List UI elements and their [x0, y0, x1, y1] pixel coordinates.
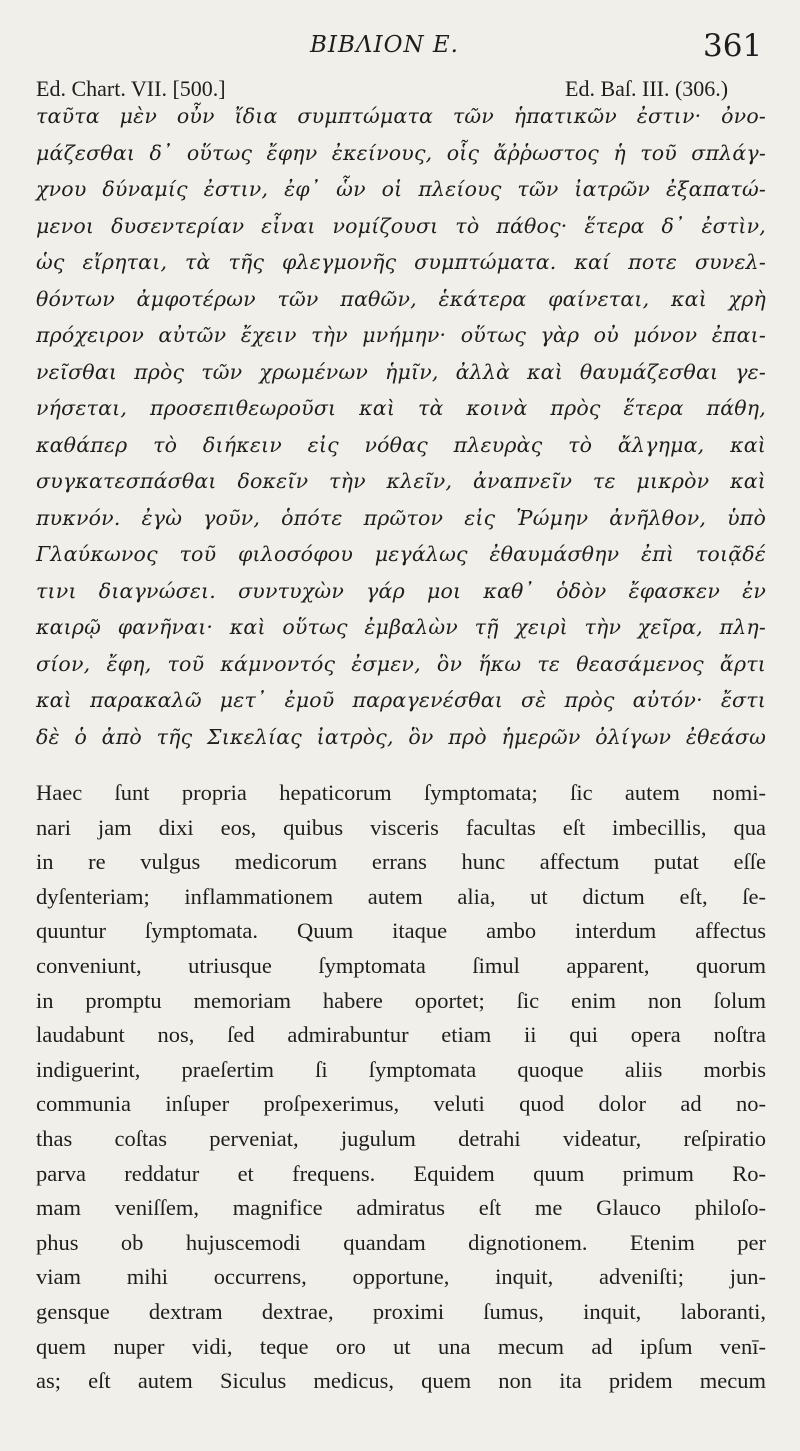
- greek-text-line: σίον, ἔφη, τοῦ κάμνοντός ἐσμεν, ὃν ἥκω τε θεασάμενος ἄρτι: [36, 651, 766, 676]
- greek-text-line: Γλαύκωνος τοῦ φιλοσόφου μεγάλως ἐθαυμάσθην ἐπὶ τοιᾷδέ: [36, 542, 766, 566]
- greek-text-line: καθάπερ τὸ διήκειν εἰς νόθας πλευρὰς τὸ ἄλγημα, καὶ: [36, 432, 766, 457]
- edition-chartier-reference: Ed. Chart. VII. [500.]: [36, 76, 226, 101]
- latin-text-line: quuntur ſymptomata. Quum itaque ambo interdum affectus: [36, 918, 766, 944]
- edition-basel-reference: Ed. Baſ. III. (306.): [565, 76, 729, 101]
- greek-text-line: καὶ παρακαλῶ μετ᾽ ἐμοῦ παραγενέσθαι σὲ πρὸς αὐτόν· ἔστι: [36, 688, 766, 712]
- greek-text-line: νήσεται, προσεπιθεωροῦσι καὶ τὰ κοινὰ πρὸς ἕτερα πάθη,: [36, 396, 766, 420]
- latin-text-line: dyſenteriam; inflammationem autem alia, ut dictum eſt, ſe-: [36, 883, 766, 909]
- latin-text-line: gensque dextram dextrae, proximi ſumus, inquit, laboranti,: [36, 1298, 766, 1324]
- latin-text-line: thas coſtas perveniat, jugulum detrahi videatur, reſpiratio: [36, 1125, 766, 1151]
- latin-text-line: nari jam dixi eos, quibus visceris facultas eſt imbecillis, qua: [36, 814, 766, 840]
- greek-text-line: πρόχειρον αὐτῶν ἔχειν τὴν μνήμην· οὕτως γὰρ οὐ μόνον ἐπαι-: [36, 323, 766, 347]
- latin-text-line: laudabunt nos, ſed admirabuntur etiam ii qui opera noſtra: [36, 1022, 766, 1048]
- latin-text-line: quem nuper vidi, teque oro ut una mecum ad ipſum venī-: [36, 1333, 766, 1359]
- greek-text-line: συγκατεσπάσθαι δοκεῖν τὴν κλεῖν, ἀναπνεῖν τε μικρὸν καὶ: [36, 469, 766, 493]
- latin-text-line: phus ob hujuscemodi quandam dignotionem. Etenim per: [36, 1229, 766, 1255]
- greek-text-line: τινι διαγνώσει. συντυχὼν γάρ μοι καθ᾽ ὁδὸν ἔφασκεν ἐν: [36, 578, 766, 603]
- latin-text-line: mam veniſſem, magnifice admiratus eſt me Glauco philoſo-: [36, 1195, 766, 1221]
- greek-text-block: [36, 98, 766, 755]
- greek-text-line: νεῖσθαι πρὸς τῶν χρωμένων ἡμῖν, ἀλλὰ καὶ θαυμάζεσθαι γε-: [36, 359, 766, 384]
- latin-text-line: viam mihi occurrens, opportune, inquit, adveniſti; jun-: [36, 1264, 766, 1290]
- latin-text-line: in re vulgus medicorum errans hunc affectum putat eſſe: [36, 849, 766, 875]
- latin-text-line: parva reddatur et frequens. Equidem quum primum Ro-: [36, 1160, 766, 1186]
- greek-text-line: θόντων ἀμφοτέρων τῶν παθῶν, ἑκάτερα φαίνεται, καὶ χρὴ: [36, 286, 766, 311]
- latin-text-line: communia inſuper proſpexerimus, veluti quod dolor ad no-: [36, 1091, 766, 1117]
- greek-text-line: ταῦτα μὲν οὖν ἴδια συμπτώματα τῶν ἡπατικῶν ἐστιν· ὀνο-: [36, 104, 766, 128]
- greek-text-line: καιρῷ φανῆναι· καὶ οὕτως ἐμβαλὼν τῇ χειρὶ τὴν χεῖρα, πλη-: [36, 615, 766, 639]
- greek-text-line: μενοι δυσεντερίαν εἶναι νομίζουσι τὸ πάθος· ἕτερα δ᾽ ἐστὶν,: [36, 213, 766, 238]
- latin-text-line: conveniunt, utriusque ſymptomata ſimul apparent, quorum: [36, 952, 766, 978]
- latin-text-line: as; eſt autem Siculus medicus, quem non ita pridem mecum: [36, 1368, 766, 1394]
- page-number: 361: [703, 28, 763, 64]
- latin-text-line: in promptu memoriam habere oportet; ſic enim non ſolum: [36, 987, 766, 1013]
- running-title: ΒΙΒΛΙΟΝ Ε.: [310, 32, 459, 58]
- greek-text-line: μάζεσθαι δ᾽ οὕτως ἔφην ἐκείνους, οἷς ἄῤῥωστος ἡ τοῦ σπλάγ-: [36, 140, 766, 165]
- greek-text-line: ὡς εἴρηται, τὰ τῆς φλεγμονῆς συμπτώματα. καί ποτε συνελ-: [36, 250, 766, 274]
- greek-text-line: δὲ ὁ ἀπὸ τῆς Σικελίας ἰατρὸς, ὃν πρὸ ἡμερῶν ὀλίγων ἐθεάσω: [36, 724, 766, 749]
- running-head: [0, 28, 800, 68]
- greek-text-line: χνου δύναμίς ἐστιν, ἐφ᾽ ὧν οἱ πλείους τῶν ἰατρῶν ἐξαπατώ-: [36, 177, 766, 201]
- greek-text-line: πυκνόν. ἐγὼ γοῦν, ὁπότε πρῶτον εἰς Ῥώμην ἀνῆλθον, ὑπὸ: [36, 505, 766, 530]
- latin-text-line: indiguerint, praeſertim ſi ſymptomata quoque aliis morbis: [36, 1056, 766, 1082]
- latin-text-line: Haec ſunt propria hepaticorum ſymptomata; ſic autem nomi-: [36, 780, 766, 805]
- latin-translation-block: [36, 776, 766, 1399]
